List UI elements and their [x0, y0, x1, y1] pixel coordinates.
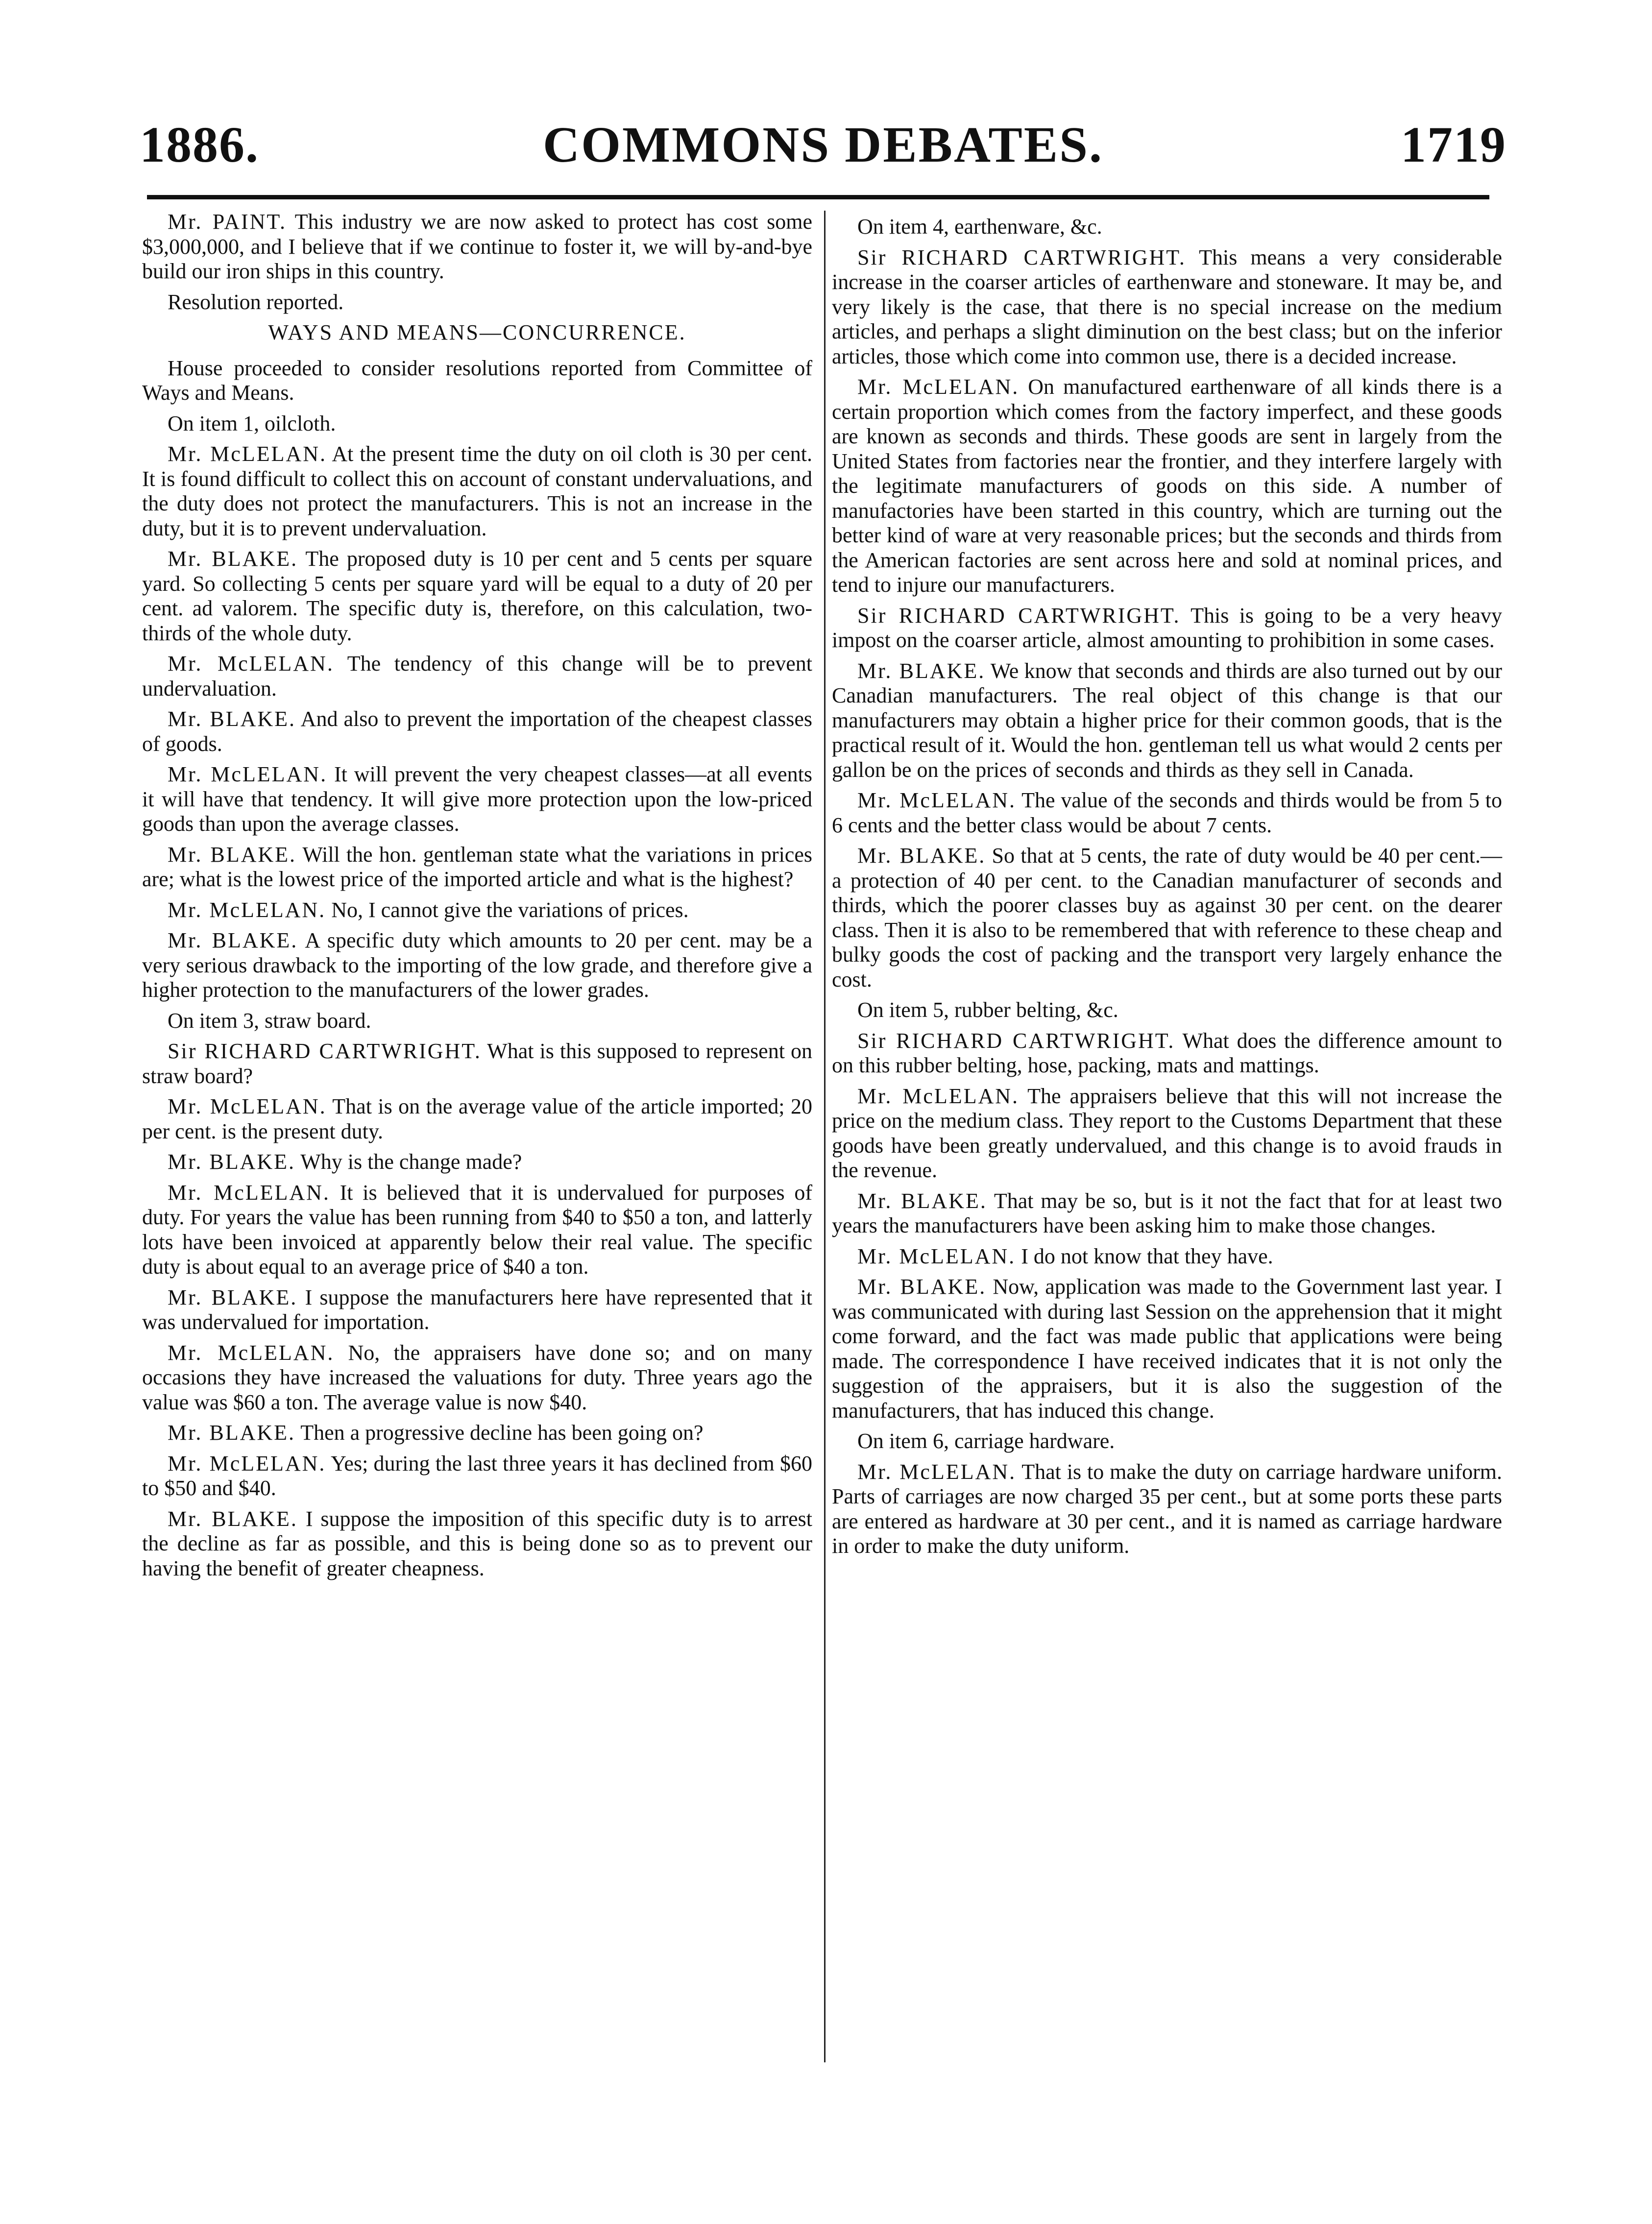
speaker-name: Mr. PAINT.	[168, 210, 287, 234]
debate-paragraph	[142, 843, 812, 892]
speaker-name: Mr. BLAKE.	[857, 658, 986, 683]
debate-paragraph	[142, 1094, 812, 1144]
speaker-name: Mr. BLAKE.	[857, 844, 986, 868]
paragraph-text: On item 4, earthenware, &c.	[857, 215, 1102, 239]
debate-paragraph	[832, 1244, 1502, 1269]
speaker-name: Mr. McLELAN.	[168, 1451, 326, 1475]
debate-paragraph	[142, 762, 812, 837]
speaker-name: Mr. McLELAN.	[857, 1244, 1016, 1268]
debate-paragraph	[142, 652, 812, 701]
speaker-name: Mr. BLAKE.	[168, 547, 298, 571]
paragraph-text: It will prevent the very cheapest classes—at all events it will have that tendency. It will give more protection upon the low-priced goods than upon the average classes.	[142, 762, 813, 836]
paragraph-text: So that at 5 cents, the rate of duty would be 40 per cent.—a protection of 40 per cent. to the Canadian manufacturer of seconds and thirds, which the poorer classes buy as against 30 per cent. on the dearer class. Then it is also to be remembered that with reference to these cheap and bulky goods the cost of packing and the transport very largely enhance the cost.	[832, 844, 1503, 991]
debate-paragraph	[142, 547, 812, 646]
page-number: 1719	[1401, 117, 1506, 173]
paragraph-text: The proposed duty is 10 per cent and 5 cents per square yard. So collecting 5 cents per square yard will be equal to a duty of 20 per cent. ad valorem. The specific duty is, therefore, on this calculation, two-thirds of the whole duty.	[142, 547, 813, 645]
column-divider	[824, 211, 826, 2062]
speaker-name: Mr. McLELAN.	[168, 897, 326, 922]
speaker-name: Mr. McLELAN.	[857, 1084, 1020, 1108]
paragraph-text: On item 3, straw board.	[168, 1008, 371, 1033]
speaker-name: Mr. McLELAN.	[168, 1340, 335, 1365]
debate-paragraph	[142, 928, 812, 1003]
debate-paragraph	[832, 1189, 1502, 1238]
speaker-name: Mr. McLELAN.	[168, 652, 334, 676]
debate-paragraph	[142, 898, 812, 923]
procedural-note	[832, 215, 1502, 240]
debate-paragraph	[832, 1084, 1502, 1183]
paragraph-text: On item 5, rubber belting, &c.	[857, 998, 1118, 1022]
speaker-name: Mr. BLAKE.	[168, 1150, 295, 1174]
debate-paragraph	[832, 245, 1502, 369]
procedural-note	[832, 998, 1502, 1023]
procedural-note	[142, 411, 812, 436]
page-header	[140, 116, 1506, 179]
debate-paragraph	[142, 1181, 812, 1280]
paragraph-text: On item 6, carriage hardware.	[857, 1429, 1115, 1453]
debate-paragraph	[832, 788, 1502, 838]
speaker-name: Mr. McLELAN.	[168, 1180, 330, 1205]
paragraph-text: Will the hon. gentleman state what the variations in prices are; what is the lowest price of the imported article and what is the highest?	[142, 842, 812, 891]
procedural-note	[832, 1429, 1502, 1454]
speaker-name: Mr. McLELAN.	[857, 375, 1020, 399]
debate-paragraph	[142, 1039, 812, 1088]
speaker-name: Sir RICHARD CARTWRIGHT.	[168, 1039, 482, 1063]
paragraph-text: No, I cannot give the variations of prices.	[331, 897, 689, 922]
speaker-name: Mr. BLAKE.	[168, 928, 298, 952]
year: 1886.	[140, 117, 259, 173]
speaker-name: Mr. BLAKE.	[168, 707, 296, 731]
debate-paragraph	[142, 210, 812, 284]
debate-paragraph	[142, 1341, 812, 1415]
paragraph-text: On item 1, oilcloth.	[168, 411, 336, 435]
debate-paragraph	[832, 844, 1502, 992]
paragraph-text: I suppose the manufacturers here have represented that it was undervalued for importation.	[142, 1285, 813, 1334]
paragraph-text: House proceeded to consider resolutions reported from Committee of Ways and Means.	[142, 356, 812, 405]
header-rule	[147, 195, 1489, 199]
paragraph-text: This industry we are now asked to protect has cost some $3,000,000, and I believe that if we continue to foster it, we will by-and-bye build our iron ships in this country.	[142, 210, 812, 283]
debate-paragraph	[832, 1275, 1502, 1423]
debate-paragraph	[832, 375, 1502, 598]
debate-paragraph	[832, 1460, 1502, 1559]
section-heading: WAYS AND MEANS—CONCURRENCE.	[268, 320, 686, 344]
paragraph-text: The appraisers believe that this will not increase the price on the medium class. They report to the Customs Department that these goods have been greatly undervalued, and this change is to avoid frauds in the revenue.	[832, 1084, 1502, 1182]
speaker-name: Sir RICHARD CARTWRIGHT.	[857, 603, 1181, 628]
speaker-name: Mr. BLAKE.	[168, 842, 297, 867]
procedural-note	[142, 290, 812, 315]
paragraph-text: That is to make the duty on carriage hardware uniform. Parts of carriages are now charged 35 per cent., but at some ports these parts are entered as hardware at 30 per cent., and it is named as carriage hardware in order to make the duty uniform.	[832, 1459, 1502, 1558]
debate-paragraph	[142, 1285, 812, 1335]
speaker-name: Mr. BLAKE.	[857, 1275, 987, 1299]
debate-paragraph	[142, 1150, 812, 1175]
paragraph-text: What does the difference amount to on this rubber belting, hose, packing, mats and mattings.	[832, 1028, 1502, 1077]
paragraph-text: A specific duty which amounts to 20 per cent. may be a very serious drawback to the importing of the low grade, and therefore give a higher protection to the manufacturers of the lower grades.	[142, 928, 812, 1002]
debate-paragraph	[832, 604, 1502, 653]
paragraph-text: At the present time the duty on oil cloth is 30 per cent. It is found difficult to collect this on account of constant undervaluations, and the duty does not protect the manufacturers. This is not an increase in the duty, but it is to prevent undervaluation.	[142, 442, 812, 540]
paragraph-text: Why is the change made?	[300, 1150, 522, 1174]
debate-paragraph	[142, 1451, 812, 1501]
paragraph-text: The tendency of this change will be to prevent undervaluation.	[142, 652, 812, 701]
speaker-name: Mr. BLAKE.	[168, 1421, 295, 1445]
debate-paragraph	[142, 1507, 812, 1581]
speaker-name: Mr. McLELAN.	[168, 442, 327, 466]
debate-paragraph	[832, 659, 1502, 783]
paragraph-text: This is going to be a very heavy impost on the coarser article, almost amounting to prohibition in some cases.	[832, 603, 1502, 652]
speaker-name: Mr. McLELAN.	[857, 1459, 1017, 1484]
paragraph-text: Now, application was made to the Government last year. I was communicated with during last Session on the apprehension that it might come forward, and the fact was made public that applications were being made. The correspondence I have received indicates that it is not only the suggestion of the appraisers, but it is also the suggestion of the manufacturers, that has induced this change.	[832, 1275, 1503, 1423]
paragraph-text: It is believed that it is undervalued for purposes of duty. For years the value has been running from $40 to $50 a ton, and latterly lots have been invoiced at apparently below their real value. The specific duty is about equal to an average price of $40 a ton.	[142, 1180, 813, 1279]
speaker-name: Mr. BLAKE.	[168, 1506, 298, 1531]
speaker-name: Mr. BLAKE.	[168, 1285, 298, 1309]
paragraph-text: Yes; during the last three years it has declined from $60 to $50 and $40.	[142, 1451, 812, 1500]
procedural-note	[142, 356, 812, 406]
paragraph-text: On manufactured earthenware of all kinds there is a certain proportion which comes from the factory imperfect, and these goods are known as seconds and thirds. These goods are sent in largely from the United States from factories near the frontier, and they interfere largely with the legitimate manufacturers of goods on this side. A number of manufactories have been started in this country, which are turning out the better kind of ware at very reasonable prices; but the seconds and thirds from the American factories are sent across here and sold at nominal prices, and tend to injure our manufacturers.	[832, 375, 1503, 597]
debate-paragraph	[142, 707, 812, 756]
paragraph-text: That is on the average value of the article imported; 20 per cent. is the present duty.	[142, 1094, 812, 1143]
speaker-name: Sir RICHARD CARTWRIGHT.	[857, 1028, 1175, 1053]
paragraph-text: And also to prevent the importation of the cheapest classes of goods.	[142, 707, 812, 756]
paragraph-text: This means a very considerable increase in the coarser articles of earthenware and stoneware. It may be, and very likely is the case, that there is no special increase on the medium articles, and perhaps a slight diminution on the best class; but on the inferior articles, those which come into common use, there is a decided increase.	[832, 245, 1502, 368]
debate-paragraph	[832, 1029, 1502, 1078]
debate-paragraph	[142, 1421, 812, 1446]
publication-title: COMMONS DEBATES.	[543, 117, 1103, 173]
paragraph-text: Then a progressive decline has been going on?	[300, 1421, 704, 1445]
speaker-name: Mr. McLELAN.	[857, 788, 1017, 812]
right-column	[832, 210, 1502, 1565]
speaker-name: Sir RICHARD CARTWRIGHT.	[857, 245, 1186, 269]
paragraph-text: I do not know that they have.	[1021, 1244, 1273, 1268]
paragraph-text: I suppose the imposition of this specific duty is to arrest the decline as far as possible, and this is being done so as to prevent our having the benefit of greater cheapness.	[142, 1506, 812, 1580]
speaker-name: Mr. McLELAN.	[168, 762, 328, 786]
debate-paragraph	[142, 442, 812, 541]
paragraph-text: Resolution reported.	[168, 290, 344, 314]
paragraph-text: That may be so, but is it not the fact that for at least two years the manufacturers have been asking him to make those changes.	[832, 1188, 1502, 1237]
paragraph-text: What is this supposed to represent on straw board?	[142, 1039, 812, 1088]
speaker-name: Mr. BLAKE.	[857, 1188, 987, 1213]
speaker-name: Mr. McLELAN.	[168, 1094, 327, 1118]
paragraph-text: No, the appraisers have done so; and on many occasions they have increased the valuations for duty. Three years ago the value was $60 a ton. The average value is now $40.	[142, 1340, 812, 1414]
paragraph-text: We know that seconds and thirds are also turned out by our Canadian manufacturers. The real object of this change is that our manufacturers may obtain a higher price for their common goods, that is the practical result of it. Would the hon. gentleman tell us what would 2 cents per gallon be on the prices of seconds and thirds as they sell in Canada.	[832, 658, 1502, 782]
left-column	[142, 210, 812, 1587]
procedural-note	[142, 1009, 812, 1034]
paragraph-text: The value of the seconds and thirds would be from 5 to 6 cents and the better class would be about 7 cents.	[832, 788, 1503, 837]
